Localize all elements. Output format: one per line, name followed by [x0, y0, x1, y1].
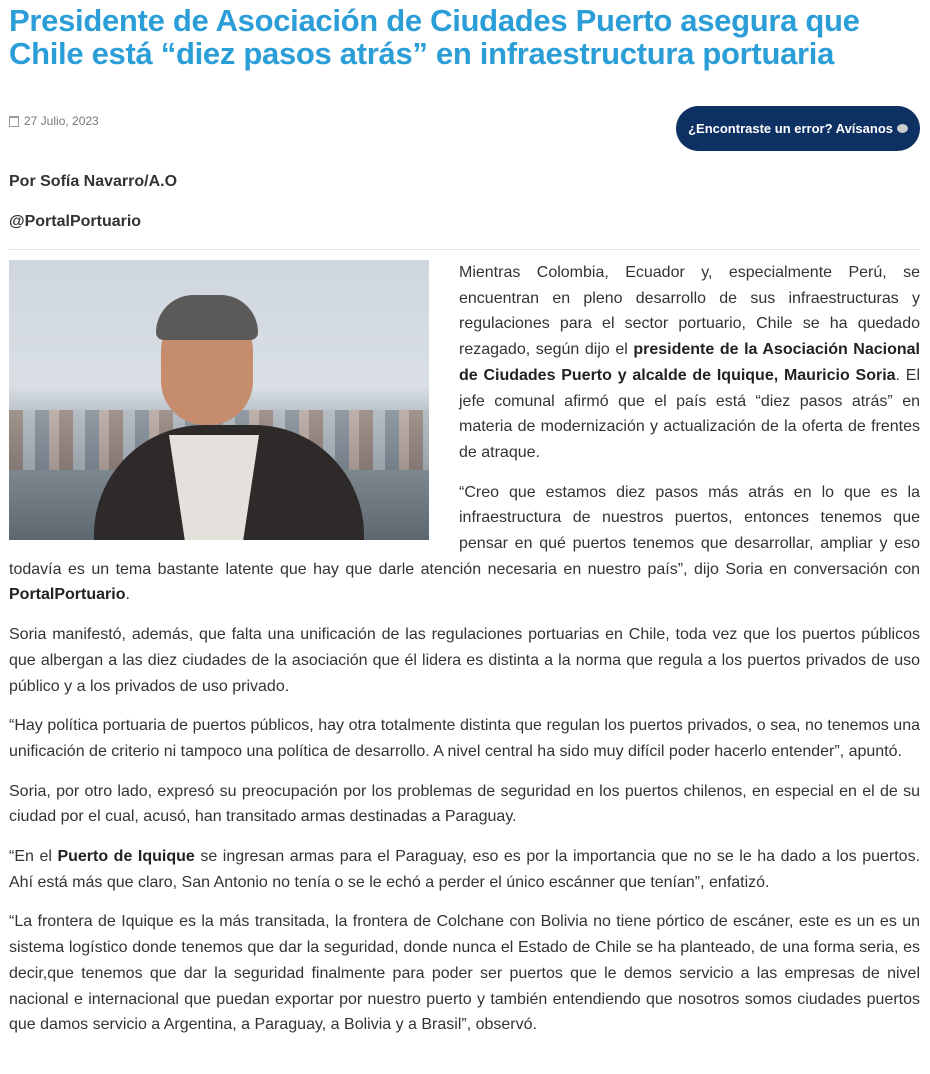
paragraph-text: Soria manifestó, además, que falta una unificación de las regulaciones portuarias en Chile, toda vez que los puertos públicos que albergan a las diez ciudades de la asociación que él lidera es distinta a la norma que regula a los puertos privados de uso público y a los privados de uso privado. [9, 626, 920, 695]
paragraph-text: “Hay política portuaria de puertos públicos, hay otra totalmente distinta que regulan los puertos privados, o sea, no tenemos una unificación de criterio ni tampoco una política de desarrollo. A nivel central ha sido muy difícil poder hacerlo entender”, apuntó. [9, 717, 920, 760]
article-paragraph [9, 622, 920, 699]
byline: Por Sofía Navarro/A.O [9, 173, 178, 190]
paragraph-text: “La frontera de Iquique es la más transitada, la frontera de Colchane con Bolivia no tiene pórtico de escáner, este es un es un sistema logístico donde tenemos que dar la seguridad, donde nunca el Estado de Chile se ha planteado, de una forma seria, es decir,que tenemos que dar la seguridad finalmente para poder ser puertos que le demos servicio a las empresas de nivel nacional e internacional que puedan exportar por nuestro puerto y también entendiendo que nosotros somos ciudades puertos que damos servicio a Argentina, a Paraguay, a Bolivia y a Brasil”, observó. [9, 913, 920, 1034]
paragraph-text: Mientras Colombia, Ecuador y, especialmente Perú, se encuentran en pleno desarrollo de sus infraestructuras y regulaciones para el sector portuario, Chile se ha quedado rezagado, según dijo el [459, 264, 920, 359]
report-error-button[interactable] [676, 106, 920, 151]
article-body [9, 260, 920, 1038]
calendar-icon [9, 116, 19, 127]
article-paragraph [9, 779, 920, 830]
article-meta [9, 106, 920, 151]
publish-date [9, 114, 99, 128]
bold-text: presidente de la Asociación Nacional de Ciudades Puerto y alcalde de Iquique, Mauricio Soria [459, 341, 920, 384]
article-title: Presidente de Asociación de Ciudades Puerto asegura que Chile está “diez pasos atrás” en infraestructura portuaria [9, 3, 860, 71]
speech-bubble-icon [897, 124, 908, 133]
article-paragraph [9, 844, 920, 895]
paragraph-text: Soria, por otro lado, expresó su preocupación por los problemas de seguridad en los puertos chilenos, en especial en el de su ciudad por el cual, acusó, han transitado armas destinadas a Paraguay. [9, 782, 920, 826]
paragraph-text: “Creo que estamos diez pasos más atrás en lo que es la infraestructura de nuestros puertos, entonces tenemos que pensar en qué puertos tenemos que desarrollar, ampliar y eso todavía es un tema bastante latente que hay que darle atención necesaria en nuestro país”, dijo Soria en conversación con [9, 483, 920, 578]
twitter-handle[interactable]: @PortalPortuario [9, 213, 142, 230]
divider [9, 249, 920, 250]
paragraph-text: . [125, 586, 130, 604]
bold-text: PortalPortuario [9, 586, 126, 604]
article-photo [9, 260, 429, 540]
bold-text: Puerto de Iquique [57, 848, 195, 866]
date-text: 27 Julio, 2023 [24, 114, 99, 128]
article-paragraph [9, 909, 920, 1038]
paragraph-text: se ingresan armas para el Paraguay, eso es por la importancia que no se le ha dado a los puertos. Ahí está más que claro, San Antonio no tenía o se le echó a perder el único escánner que tenían”, enfatizó. [9, 848, 921, 891]
article-paragraph [9, 713, 920, 764]
paragraph-text: . El jefe comunal afirmó que el país está “diez pasos atrás” en materia de modernización y actualización de la oferta de frentes de atraque. [459, 366, 920, 461]
paragraph-text: “En el [9, 848, 58, 866]
report-error-label: ¿Encontraste un error? Avísanos [688, 121, 893, 136]
